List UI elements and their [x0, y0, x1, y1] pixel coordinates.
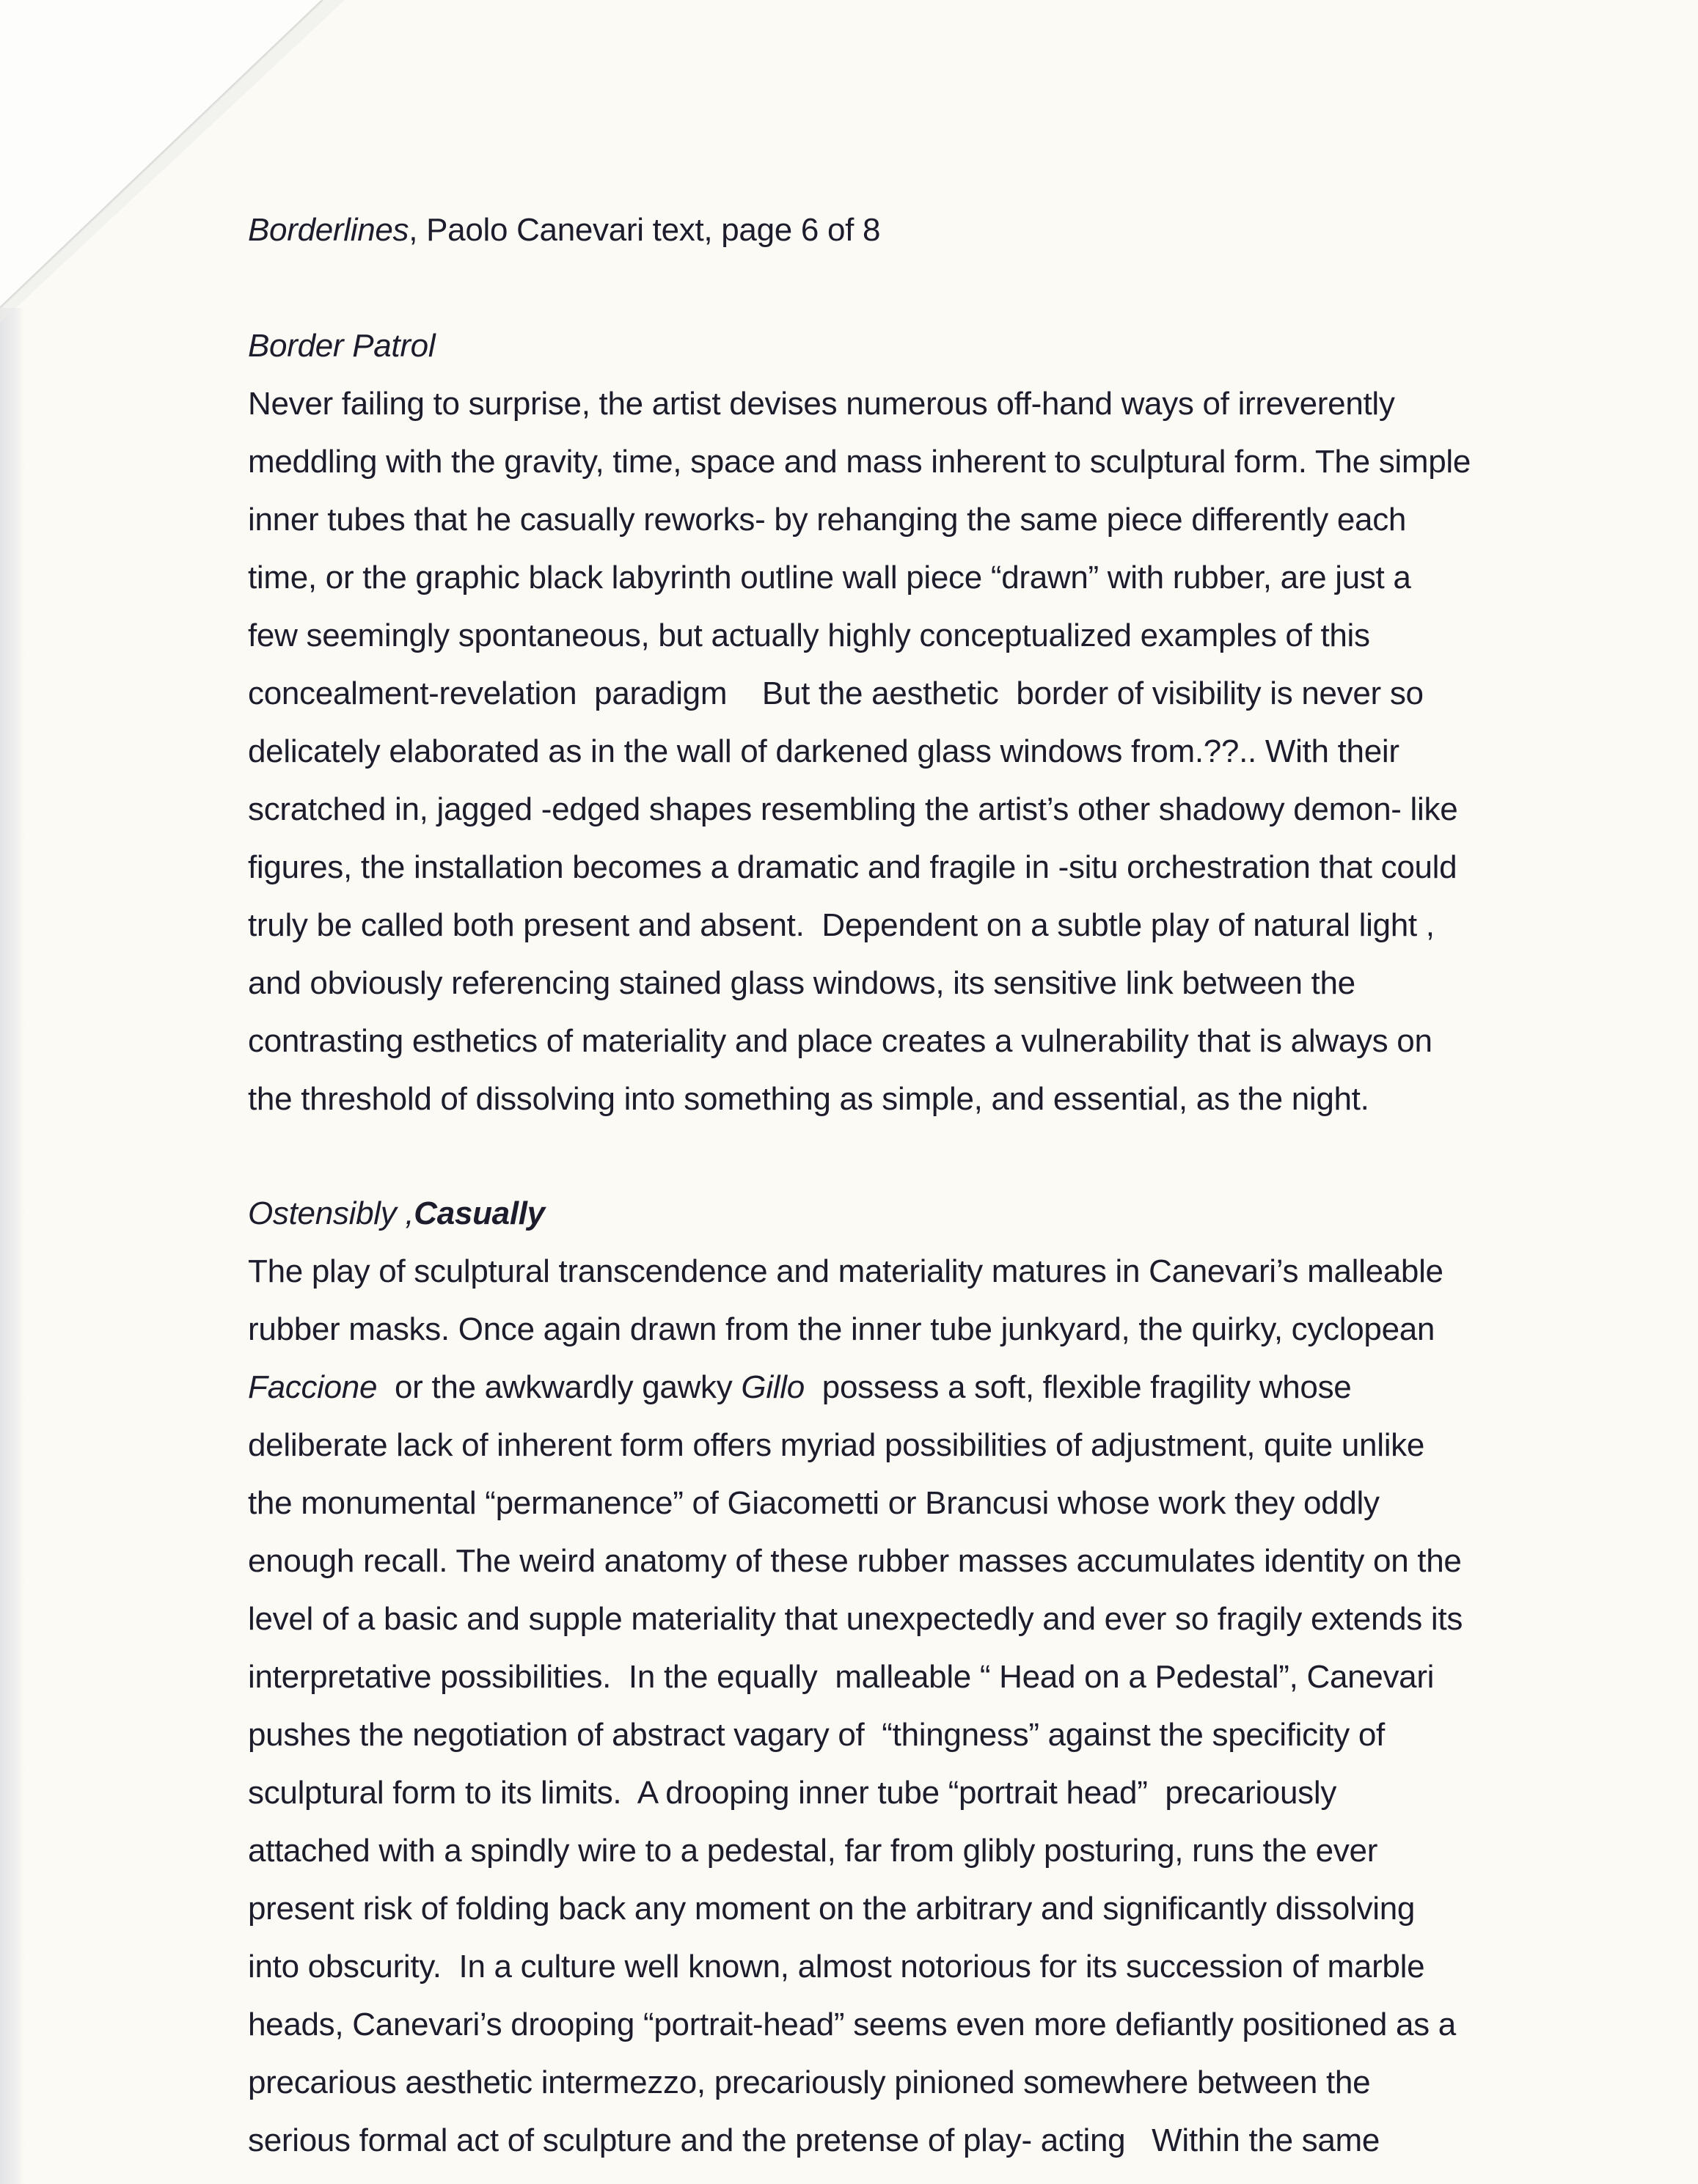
body-text-line: [248, 1416, 1424, 1474]
section-heading: [248, 317, 435, 375]
text-run: the monumental “permanence” of Giacometti or Brancusi whose work they oddly: [248, 1485, 1380, 1521]
text-run: and obviously referencing stained glass windows, its sensitive link between the: [248, 965, 1355, 1001]
text-run: rubber masks. Once again drawn from the inner tube junkyard, the quirky, cyclopean: [248, 1311, 1435, 1347]
text-run: pushes the negotiation of abstract vagary of “thingness” against the specificity of: [248, 1717, 1385, 1753]
body-text-line: [248, 1706, 1385, 1764]
body-text-line: [248, 2053, 1370, 2111]
body-text-line: [248, 1996, 1456, 2053]
body-text-line: [248, 780, 1457, 838]
text-run: serious formal act of sculpture and the pretense of play- acting Within the same: [248, 2122, 1380, 2158]
text-run: into obscurity. In a culture well known, almost notorious for its succession of marble: [248, 1949, 1425, 1985]
folded-corner: [0, 0, 352, 323]
emphasized-text: Border Patrol: [248, 328, 436, 364]
text-run: few seemingly spontaneous, but actually highly conceptualized examples of this: [248, 618, 1370, 653]
text-run: scratched in, jagged -edged shapes resembling the artist’s other shadowy demon- like: [248, 791, 1458, 827]
emphasized-text: Ostensibly ,: [248, 1195, 414, 1231]
text-run: delicately elaborated as in the wall of darkened glass windows from.??.. With their: [248, 733, 1399, 769]
text-run: meddling with the gravity, time, space and mass inherent to sculptural form. The simple: [248, 444, 1471, 480]
emphasized-text: Faccione: [248, 1369, 378, 1405]
body-text-line: [248, 1938, 1424, 1996]
text-run: Never failing to surprise, the artist devises numerous off-hand ways of irreverently: [248, 386, 1395, 422]
body-text-line: [248, 2111, 1380, 2169]
text-run: possess a soft, flexible fragility whose: [804, 1369, 1352, 1405]
text-run: The play of sculptural transcendence and materiality matures in Canevari’s malleable: [248, 1253, 1443, 1289]
text-run: level of a basic and supple materiality that unexpectedly and ever so fragily extends its: [248, 1601, 1463, 1637]
body-text-line: [248, 1358, 1351, 1416]
text-run: inner tubes that he casually reworks- by rehanging the same piece differently each: [248, 502, 1407, 538]
text-run: heads, Canevari’s drooping “portrait-head” seems even more defiantly positioned as a: [248, 2007, 1456, 2042]
body-text-line: [248, 1532, 1462, 1590]
text-run: enough recall. The weird anatomy of these rubber masses accumulates identity on the: [248, 1543, 1462, 1579]
body-text-line: [248, 896, 1435, 954]
body-text-line: [248, 1880, 1415, 1938]
body-text-line: [248, 549, 1411, 607]
text-run: concealment-revelation paradigm But the aesthetic border of visibility is never so: [248, 675, 1424, 711]
body-text-line: [248, 375, 1395, 433]
text-run: truly be called both present and absent. Dependent on a subtle play of natural light ,: [248, 907, 1435, 943]
body-text-line: [248, 1242, 1443, 1300]
emphasized-text: Casually: [414, 1195, 545, 1231]
text-run: , Paolo Canevari text, page 6 of 8: [409, 212, 881, 248]
text-run: interpretative possibilities. In the equally malleable “ Head on a Pedestal”, Canevari: [248, 1659, 1435, 1695]
body-text-line: [248, 433, 1471, 491]
page-edge-shadow: [0, 308, 25, 2184]
page-header: [248, 201, 880, 259]
body-text-line: [248, 1648, 1434, 1706]
text-run: attached with a spindly wire to a pedestal, far from glibly posturing, runs the ever: [248, 1833, 1378, 1869]
body-text-line: [248, 1012, 1432, 1070]
text-run: figures, the installation becomes a dramatic and fragile in -situ orchestration that could: [248, 849, 1457, 885]
text-run: sculptural form to its limits. A drooping inner tube “portrait head” precariously: [248, 1775, 1337, 1811]
body-text-line: [248, 1070, 1369, 1128]
text-run: deliberate lack of inherent form offers myriad possibilities of adjustment, quite unlike: [248, 1427, 1425, 1463]
text-run: present risk of folding back any moment on the arbitrary and significantly dissolving: [248, 1891, 1416, 1927]
emphasized-text: Borderlines: [248, 212, 409, 248]
body-text-line: [248, 607, 1370, 664]
body-text-line: [248, 954, 1355, 1012]
body-text-line: [248, 1822, 1377, 1880]
text-run: time, or the graphic black labyrinth outline wall piece “drawn” with rubber, are just a: [248, 560, 1411, 596]
body-text-line: [248, 1474, 1380, 1532]
body-text-line: [248, 1300, 1435, 1358]
text-run: precarious aesthetic intermezzo, precariously pinioned somewhere between the: [248, 2064, 1371, 2100]
body-text-line: [248, 664, 1424, 722]
section-heading: [248, 1184, 545, 1242]
body-text-line: [248, 838, 1457, 896]
body-text-line: [248, 491, 1406, 549]
body-text-line: [248, 1764, 1336, 1822]
body-text-line: [248, 722, 1399, 780]
text-run: or the awkwardly gawky: [377, 1369, 742, 1405]
emphasized-text: Gillo: [741, 1369, 805, 1405]
text-run: contrasting esthetics of materiality and place creates a vulnerability that is always on: [248, 1023, 1432, 1059]
body-text-line: [248, 1590, 1463, 1648]
text-run: the threshold of dissolving into something as simple, and essential, as the night.: [248, 1081, 1369, 1117]
